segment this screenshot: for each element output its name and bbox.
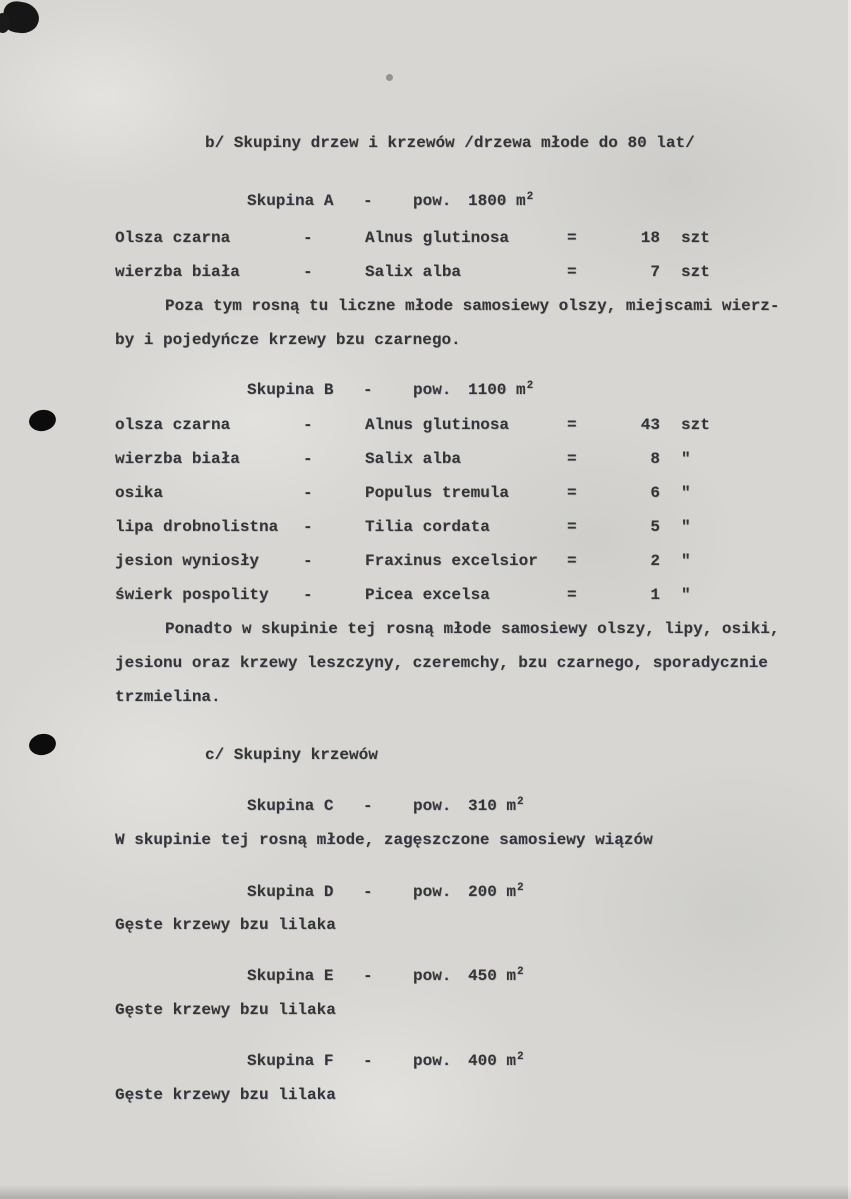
species-unit: " (681, 552, 691, 570)
dash: - (363, 883, 373, 901)
superscript-2: 2 (517, 1051, 524, 1063)
skupina-c-title: Skupina C (247, 797, 334, 815)
equals-sign: = (567, 552, 577, 570)
species-count: 1 (650, 586, 660, 604)
area-value (468, 797, 523, 815)
skupina-d-heading (0, 883, 851, 905)
species-unit: " (681, 484, 691, 502)
area-label: pow. (413, 883, 452, 901)
area-label: pow. (413, 381, 452, 399)
species-count: 18 (640, 229, 660, 247)
dash: - (303, 586, 313, 604)
species-name-latin: Alnus glutinosa (365, 416, 510, 434)
species-row (0, 450, 851, 472)
dash: - (303, 552, 313, 570)
dash: - (303, 518, 313, 536)
dash: - (363, 1052, 373, 1070)
species-name-latin: Salix alba (365, 263, 462, 281)
species-count: 8 (650, 450, 660, 468)
species-row (0, 484, 851, 506)
species-name-latin: Tilia cordata (365, 518, 490, 536)
species-row (0, 416, 851, 438)
species-unit: szt (681, 229, 710, 247)
species-count: 5 (650, 518, 660, 536)
species-name-latin: Salix alba (365, 450, 462, 468)
species-name-pl: świerk pospolity (115, 586, 269, 604)
skupina-f-heading (0, 1052, 851, 1074)
area-number: 1100 m (468, 381, 526, 399)
heading-c: c/ Skupiny krzewów (205, 746, 378, 764)
area-value (468, 967, 523, 985)
species-name-latin: Picea excelsa (365, 586, 490, 604)
dash: - (303, 263, 313, 281)
species-row (0, 586, 851, 608)
equals-sign: = (567, 263, 577, 281)
species-row (0, 552, 851, 574)
area-label: pow. (413, 192, 452, 210)
dash: - (303, 229, 313, 247)
area-number: 400 m (468, 1052, 517, 1070)
area-number: 310 m (468, 797, 517, 815)
equals-sign: = (567, 450, 577, 468)
dash: - (303, 484, 313, 502)
skupina-e-title: Skupina E (247, 967, 334, 985)
heading-b: b/ Skupiny drzew i krzewów /drzewa młode do 80 lat/ (205, 134, 695, 152)
punch-hole-bottom (27, 732, 57, 757)
note-line: trzmielina. (115, 688, 221, 706)
area-value (468, 1052, 523, 1070)
area-number: 450 m (468, 967, 517, 985)
superscript-2: 2 (526, 380, 534, 392)
note-line: Gęste krzewy bzu lilaka (115, 1086, 336, 1104)
scan-speck (386, 74, 393, 81)
note-line: Ponadto w skupinie tej rosną młode samosiewy olszy, lipy, osiki, (165, 620, 780, 638)
superscript-2: 2 (526, 191, 534, 203)
species-name-latin: Alnus glutinosa (365, 229, 510, 247)
note-line: Gęste krzewy bzu lilaka (115, 1001, 336, 1019)
note-line: Gęste krzewy bzu lilaka (115, 916, 336, 934)
species-name-pl: jesion wyniosły (115, 552, 260, 570)
dash: - (363, 381, 373, 399)
skupina-f-title: Skupina F (247, 1052, 334, 1070)
equals-sign: = (567, 484, 577, 502)
skupina-b-heading (0, 381, 851, 403)
note-line: jesionu oraz krzewy leszczyny, czeremchy, bzu czarnego, sporadycznie (115, 654, 768, 672)
note-line: Poza tym rosną tu liczne młode samosiewy olszy, miejscami wierz- (165, 297, 780, 315)
area-number: 1800 m (468, 192, 526, 210)
equals-sign: = (567, 229, 577, 247)
species-name-pl: lipa drobnolistna (115, 518, 279, 536)
skupina-b-title: Skupina B (247, 381, 334, 399)
area-value (468, 381, 532, 399)
species-count: 2 (650, 552, 660, 570)
dash: - (363, 797, 373, 815)
dash: - (363, 192, 373, 210)
species-row (0, 263, 851, 285)
dash: - (363, 967, 373, 985)
superscript-2: 2 (517, 966, 524, 978)
area-label: pow. (413, 1052, 452, 1070)
dash: - (303, 450, 313, 468)
species-unit: szt (681, 416, 710, 434)
equals-sign: = (567, 518, 577, 536)
skupina-a-title: Skupina A (247, 192, 334, 210)
species-unit: szt (681, 263, 710, 281)
species-unit: " (681, 450, 691, 468)
note-line: by i pojedyńcze krzewy bzu czarnego. (115, 331, 461, 349)
species-unit: " (681, 518, 691, 536)
species-row (0, 229, 851, 251)
species-name-pl: olsza czarna (115, 416, 231, 434)
skupina-e-heading (0, 967, 851, 989)
skupina-a-heading (0, 192, 851, 214)
species-unit: " (681, 586, 691, 604)
species-name-pl: wierzba biała (115, 263, 240, 281)
skupina-d-title: Skupina D (247, 883, 334, 901)
area-value (468, 883, 523, 901)
skupina-c-heading (0, 797, 851, 819)
area-label: pow. (413, 967, 452, 985)
equals-sign: = (567, 416, 577, 434)
area-label: pow. (413, 797, 452, 815)
superscript-2: 2 (517, 882, 524, 894)
species-name-latin: Populus tremula (365, 484, 510, 502)
area-number: 200 m (468, 883, 517, 901)
species-count: 7 (650, 263, 660, 281)
equals-sign: = (567, 586, 577, 604)
species-name-latin: Fraxinus excelsior (365, 552, 538, 570)
area-value (468, 192, 532, 210)
species-name-pl: wierzba biała (115, 450, 240, 468)
note-line: W skupinie tej rosną młode, zagęszczone samosiewy wiązów (115, 831, 653, 849)
species-name-pl: Olsza czarna (115, 229, 231, 247)
dash: - (303, 416, 313, 434)
species-count: 6 (650, 484, 660, 502)
superscript-2: 2 (517, 796, 524, 808)
species-count: 43 (640, 416, 660, 434)
species-name-pl: osika (115, 484, 164, 502)
scan-bottom-edge (0, 1185, 851, 1199)
species-row (0, 518, 851, 540)
